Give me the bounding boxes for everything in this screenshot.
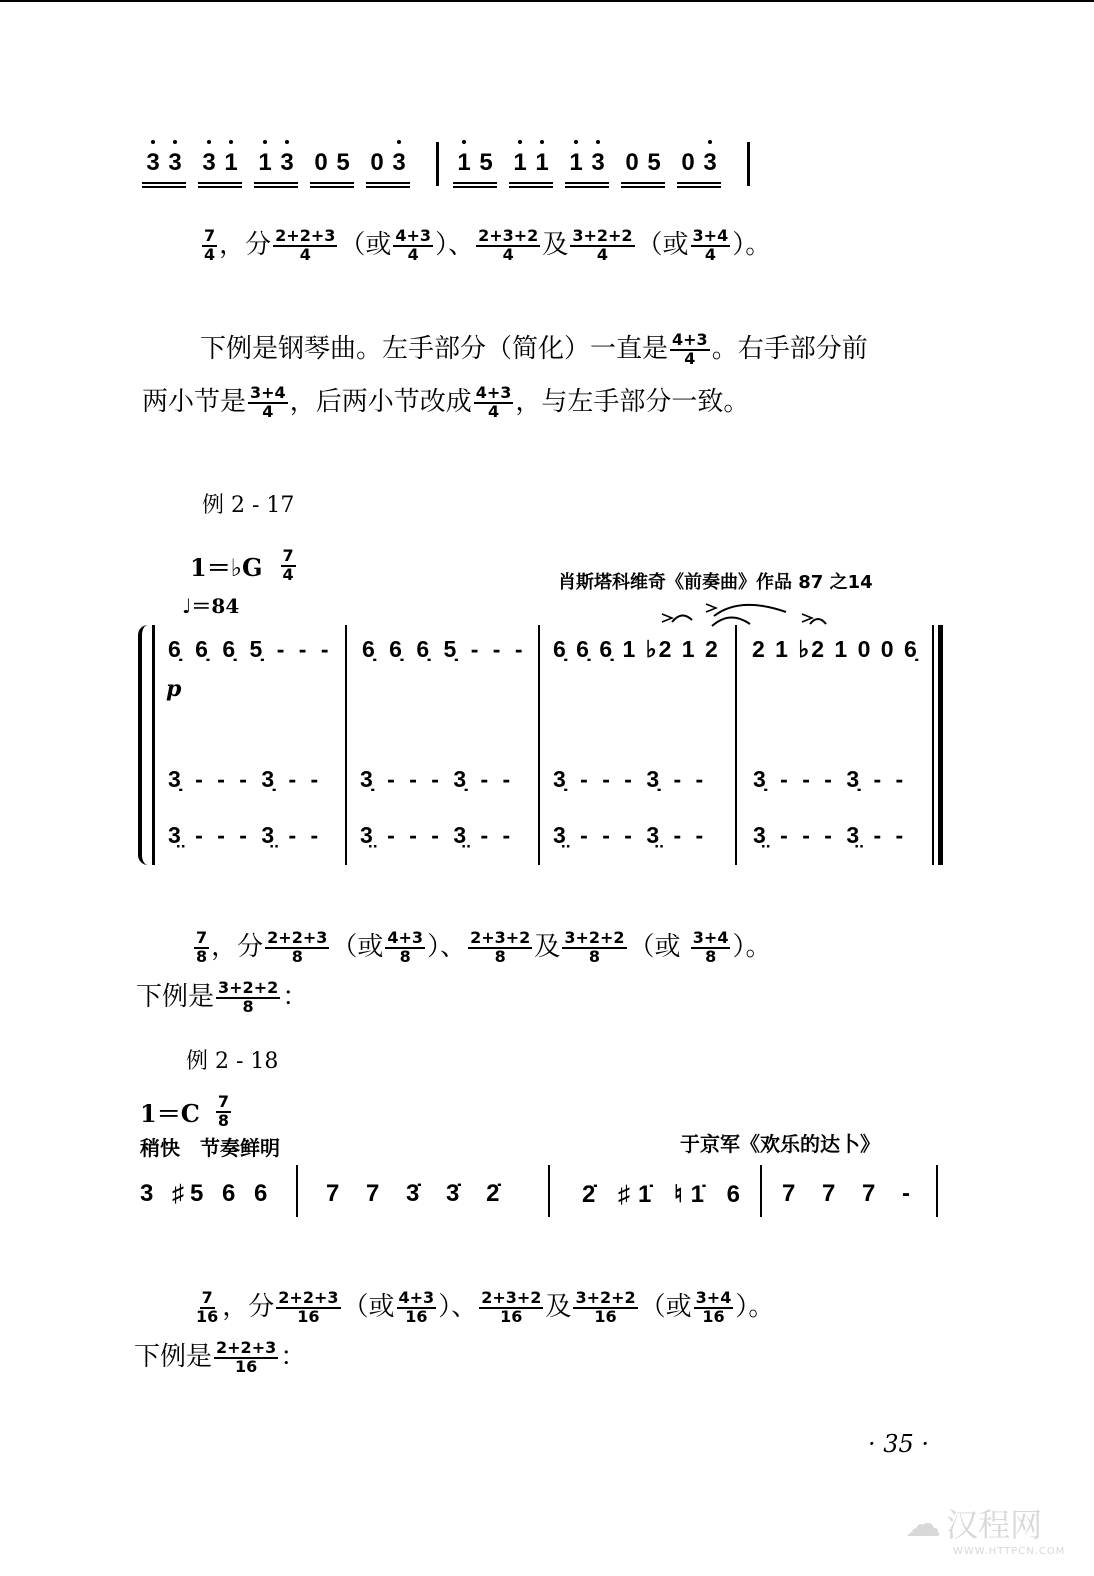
fraction: $\frac{3+2+2}{4}$ xyxy=(572,226,633,264)
note: 3 xyxy=(388,148,410,178)
lh1-measure-3: 3̣ - - - 3̣ - - xyxy=(553,766,708,792)
paragraph-7-16-line2: 下例是 $\frac{2+2+3}{16}$ ： xyxy=(134,1338,307,1376)
slur-accent-marks xyxy=(650,596,830,636)
fraction: $\frac{7}{8}$ xyxy=(196,928,208,966)
note: 1 xyxy=(254,148,276,178)
watermark-logo-icon: ☁ xyxy=(905,1504,941,1545)
bar-line xyxy=(735,625,737,865)
bar-line xyxy=(548,1165,550,1217)
note: 3 xyxy=(276,148,298,178)
paragraph-7-16: $\frac{7}{16}$ ，分 $\frac{2+2+3}{16}$ （或 $\frac{4+3}{16}$ ）、 $\frac{2+3+2}{16}$ 及 $\frac{3+2+2}{16}$ （或 $\frac{3+4}{16}$ ）。 xyxy=(196,1288,775,1326)
fraction: $\frac{3+2+2}{8}$ xyxy=(218,978,279,1016)
final-bar-thick xyxy=(938,625,943,865)
note: 3 xyxy=(164,148,186,178)
dynamic-marking: p xyxy=(166,676,182,702)
lh2-measure-2: 3̤ - - - 3̤ - - xyxy=(360,822,515,848)
note: 5 xyxy=(336,149,350,176)
bar-line xyxy=(760,1165,762,1217)
fraction: $\frac{4+3}{4}$ xyxy=(672,330,708,368)
fraction: $\frac{7}{4}$ xyxy=(204,226,216,264)
note-group xyxy=(254,148,298,188)
note: 3 xyxy=(142,148,164,178)
note: 3 xyxy=(198,148,220,178)
lh2-measure-3: 3̤ - - - 3̤ - - xyxy=(553,822,708,848)
fraction: $\frac{3+4}{4}$ xyxy=(250,383,286,421)
note-group xyxy=(310,148,354,188)
tempo-marking: ♩＝84 xyxy=(182,594,240,618)
rh-measure-3: 6̣ 6̣ 6̣ 1 ♭2 1 2 xyxy=(553,636,720,662)
note-group xyxy=(142,148,186,188)
fraction: $\frac{2+3+2}{8}$ xyxy=(470,928,531,966)
final-bar-thin xyxy=(932,625,934,865)
measure-2: 7 7 3̇ 3̇ 2̇ xyxy=(326,1180,510,1207)
note: 0 xyxy=(625,149,639,176)
rh-measure-2: 6̣ 6̣ 6̣ 5̣ - - - xyxy=(362,636,527,662)
fraction: $\frac{2+3+2}{16}$ xyxy=(481,1288,542,1326)
note-group xyxy=(453,148,497,188)
fraction: $\frac{3+4}{16}$ xyxy=(695,1288,732,1326)
note-group xyxy=(198,148,242,188)
key-signature: 1＝C $\frac{7}{8}$ xyxy=(140,1092,229,1130)
page-number: · 35 · xyxy=(868,1430,930,1458)
note: 1 xyxy=(509,148,531,178)
fraction: $\frac{3+4}{8}$ xyxy=(692,928,729,966)
note: 5 xyxy=(479,149,493,176)
time-signature: $\frac{7}{8}$ xyxy=(217,1092,229,1130)
note: 0 xyxy=(370,149,384,176)
rh-measure-4: 2 1 ♭2 1 0 0 6̣ xyxy=(752,636,919,662)
lh1-measure-2: 3̣ - - - 3̣ - - xyxy=(360,766,515,792)
time-signature: $\frac{7}{4}$ xyxy=(282,546,294,584)
fraction: $\frac{3+2+2}{16}$ xyxy=(575,1288,636,1326)
note: 3 xyxy=(587,148,609,178)
paragraph-7-8: $\frac{7}{8}$ ，分 $\frac{2+2+3}{8}$ （或 $\frac{4+3}{8}$ ）、 $\frac{2+3+2}{8}$ 及 $\frac{3+2+2}{8}$ （或 $\frac{3+4}{8}$ ）。 xyxy=(196,928,772,966)
paragraph-7-8-line2: 下例是 $\frac{3+2+2}{8}$ ： xyxy=(136,978,309,1016)
fraction: $\frac{2+2+3}{4}$ xyxy=(275,226,336,264)
bar-line xyxy=(296,1165,298,1217)
watermark-url: WWW.HTTPCN.COM xyxy=(953,1546,1066,1557)
note: 0 xyxy=(681,149,695,176)
fraction: $\frac{3+4}{4}$ xyxy=(692,226,729,264)
composer-credit: 肖斯塔科维奇《前奏曲》作品 87 之14 xyxy=(558,572,873,593)
note: 3 xyxy=(699,148,721,178)
fraction: $\frac{7}{16}$ xyxy=(196,1288,219,1326)
lh1-measure-1: 3̣ - - - 3̣ - - xyxy=(168,766,323,792)
note-group xyxy=(509,148,553,188)
lh2-measure-1: 3̤ - - - 3̤ - - xyxy=(168,822,323,848)
tempo-text: 稍快 节奏鲜明 xyxy=(140,1136,280,1160)
note: 1 xyxy=(220,148,242,178)
note-group xyxy=(677,148,721,188)
key-signature: 1＝♭G $\frac{7}{4}$ xyxy=(190,546,294,584)
measure-1: 3 ♯5 6 6 xyxy=(140,1180,274,1207)
lh2-measure-4: 3̤ - - - 3̤ - - xyxy=(753,822,908,848)
example-label: 例 2 - 17 xyxy=(202,493,295,518)
example-label: 例 2 - 18 xyxy=(186,1049,279,1074)
measure-4: 7 7 7 - xyxy=(782,1180,921,1207)
measure-3: 2̇ ♯1̇ ♮1̇ 6 xyxy=(582,1181,748,1208)
top-border-line xyxy=(0,0,1094,2)
score-top-line xyxy=(142,148,764,188)
composer-credit: 于京军《欢乐的达卜》 xyxy=(680,1132,880,1156)
fraction: $\frac{4+3}{8}$ xyxy=(387,928,424,966)
bar-line xyxy=(538,625,540,865)
note: 5 xyxy=(647,149,661,176)
bar-line xyxy=(747,142,750,186)
watermark-brand: 汉程网 xyxy=(946,1506,1043,1544)
system-brace xyxy=(138,625,152,865)
bar-line xyxy=(345,625,347,865)
fraction: $\frac{3+2+2}{8}$ xyxy=(564,928,625,966)
rh-measure-1: 6̣ 6̣ 6̣ 5̣ - - - xyxy=(168,636,333,662)
note-group xyxy=(565,148,609,188)
note: 1 xyxy=(531,148,553,178)
note: 1 xyxy=(453,148,475,178)
paragraph-7-4: $\frac{7}{4}$ ，分 $\frac{2+2+3}{4}$ （或 $\frac{4+3}{4}$ ）、 $\frac{2+3+2}{4}$ 及 $\frac{3+2+2}{4}$ （或 $\frac{3+4}{4}$ ）。 xyxy=(204,226,772,264)
watermark xyxy=(905,1500,1065,1557)
note-group xyxy=(366,148,410,188)
lh1-measure-4: 3̣ - - - 3̣ - - xyxy=(753,766,908,792)
note: 1 xyxy=(565,148,587,178)
fraction: $\frac{2+2+3}{8}$ xyxy=(267,928,328,966)
bar-line xyxy=(436,142,439,186)
fraction: $\frac{2+2+3}{16}$ xyxy=(216,1338,277,1376)
note-group xyxy=(621,148,665,188)
fraction: $\frac{2+3+2}{4}$ xyxy=(478,226,539,264)
system-start-line xyxy=(152,625,155,865)
fraction: $\frac{4+3}{4}$ xyxy=(395,226,432,264)
fraction: $\frac{2+2+3}{16}$ xyxy=(278,1288,339,1326)
fraction: $\frac{4+3}{4}$ xyxy=(475,383,512,421)
fraction: $\frac{4+3}{16}$ xyxy=(398,1288,435,1326)
bar-line xyxy=(936,1165,938,1217)
paragraph-piano-line2: 两小节是 $\frac{3+4}{4}$ ，后两小节改成 $\frac{4+3}{4}$ ，与左手部分一致。 xyxy=(142,383,750,421)
note: 0 xyxy=(314,149,328,176)
paragraph-piano-line1: 下例是钢琴曲。左手部分（简化）一直是 $\frac{4+3}{4}$ 。右手部分前 xyxy=(200,330,868,368)
